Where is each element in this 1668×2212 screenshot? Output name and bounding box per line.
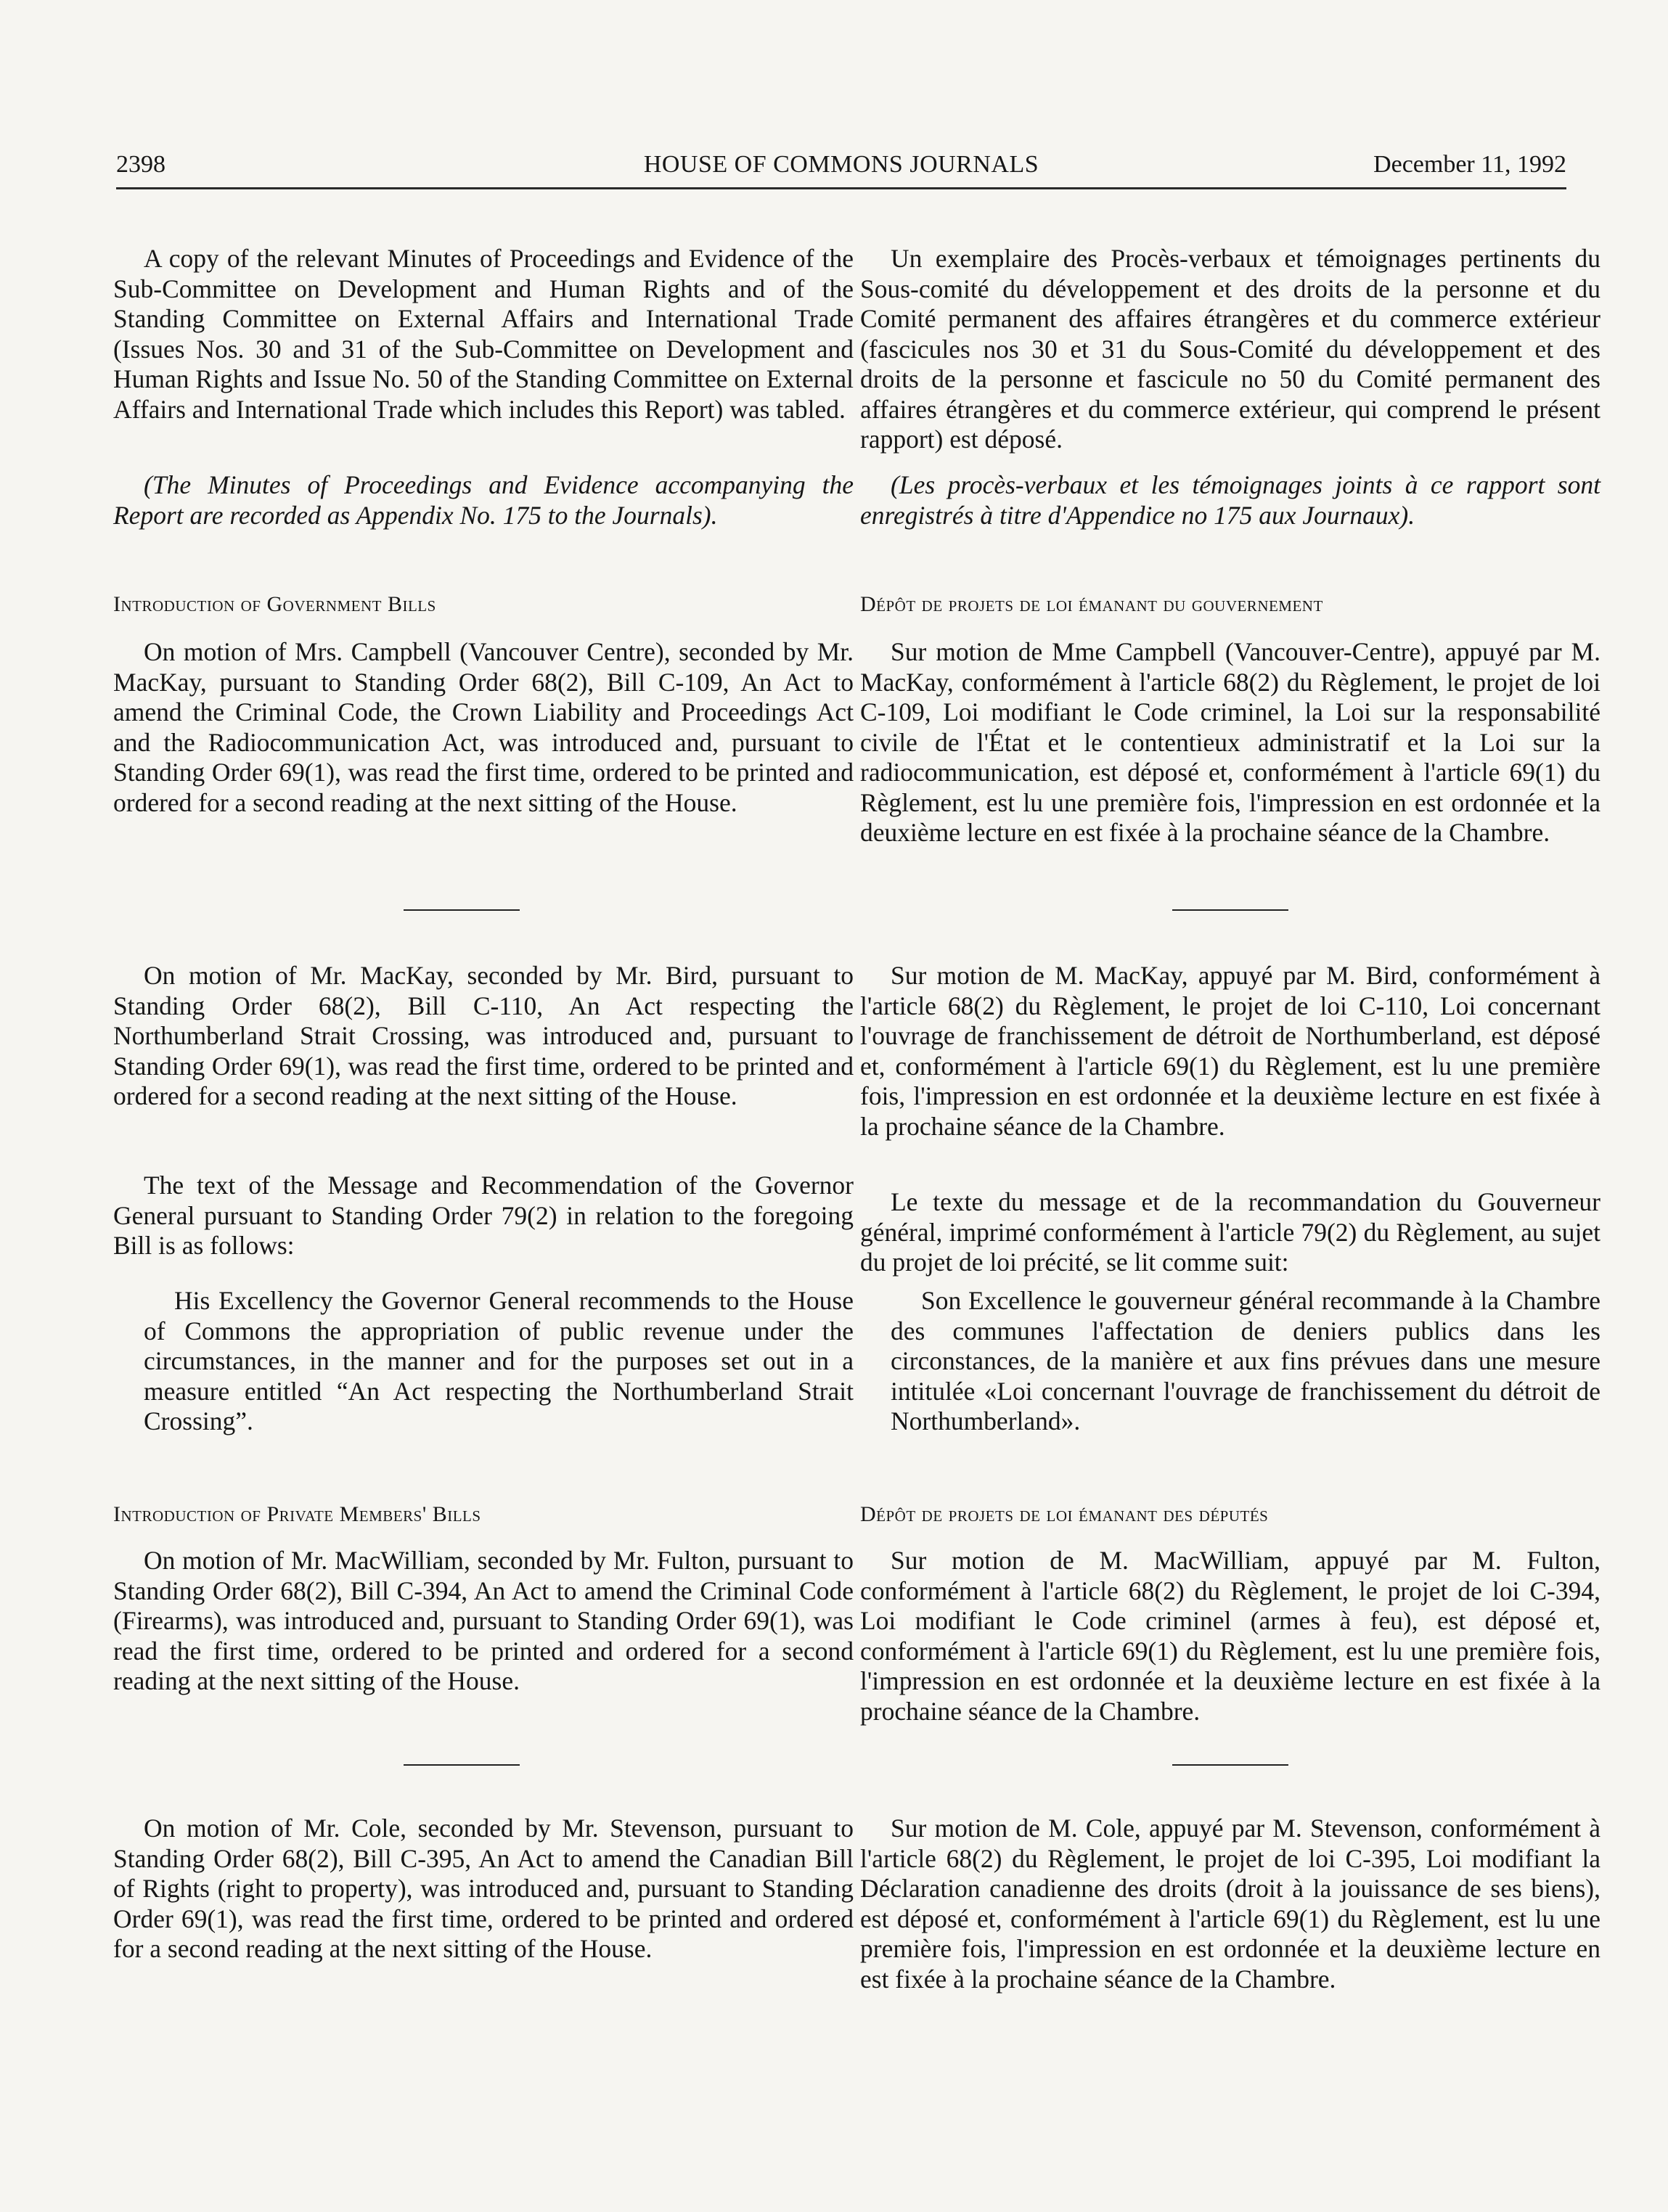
section-divider [404,1764,520,1766]
governor-general-message-fr: Son Excellence le gouverneur général recommande à la Chambre des communes l'affectation de deniers publics dans les circonstances, de la manière et aux fins prévues dans une mesure intitulée «Loi concernant l'ouvrage de franchissement du détroit de Northumberland». [891,1286,1600,1435]
bill-c395-paragraph: On motion of Mr. Cole, seconded by Mr. Stevenson, pursuant to Standing Order 68(2), Bill C-395, An Act to amend the Canadian Bill of Rights (right to property), was introduced and, pursuant to Standing Order 69(1), was read the first time, ordered to be printed and ordered for a second reading at the next sitting of the House. [113,1814,854,1963]
governor-general-message: His Excellency the Governor General recommends to the House of Commons the appropriation of public revenue under the circumstances, in the manner and for the purposes set out in a measure entitled “An Act respecting the Northumberland Strait Crossing”. [144,1286,854,1435]
bill-c394-paragraph-fr: Sur motion de M. MacWilliam, appuyé par M. Fulton, conformément à l'article 68(2) du Règlement, le projet de loi C-394, Loi modifiant le Code criminel (armes à feu), est déposé et, conformément à l'article 69(1) du Règlement, est lu une première fois, l'impression en est ordonnée et la deuxième lecture en est fixée à la prochaine séance de la Chambre. [860,1546,1600,1726]
page-number: 2398 [116,151,165,178]
bill-c110-paragraph-fr: Sur motion de M. MacKay, appuyé par M. Bird, conformément à l'article 68(2) du Règlement, le projet de loi C-110, Loi concernant l'ouvrage de franchissement de détroit de Northumberland, est déposé et, conformément à l'article 69(1) du Règlement, est lu une première fois, l'impression en est ordonnée et la deuxième lecture en est fixée à la prochaine séance de la Chambre. [860,961,1600,1141]
section-divider [1172,1764,1288,1766]
tabled-paragraph-fr: Un exemplaire des Procès-verbaux et témoignages pertinents du Sous-comité du développement et des droits de la personne et du Comité permanent des affaires étrangères et du commerce extérieur (fascicules nos 30 et 31 du Sous-Comité du développement et des droits de la personne et fascicule no 50 du Comité permanent des affaires étrangères et du commerce extérieur, qui comprend le présent rapport) est déposé. [860,244,1600,454]
section-divider [404,909,520,911]
page-header [116,149,1566,189]
message-intro-paragraph-fr: Le texte du message et de la recommandation du Gouverneur général, imprimé conformément à l'article 79(2) du Règlement, au sujet du projet de loi précité, se lit comme suit: [860,1187,1600,1277]
section-divider [1172,909,1288,911]
bill-c109-paragraph-fr: Sur motion de Mme Campbell (Vancouver-Centre), appuyé par M. MacKay, conformément à l'article 68(2) du Règlement, le projet de loi C-109, Loi modifiant le Code criminel, la Loi sur la responsabilité civile de l'État et le contentieux administratif et la Loi sur la radiocommunication, est déposé et, conformément à l'article 69(1) du Règlement, est lu une première fois, l'impression en est ordonnée et la deuxième lecture en est fixée à la prochaine séance de la Chambre. [860,637,1600,847]
section-heading-government-bills-fr: Dépôt de projets de loi émanant du gouvernement [860,592,1323,616]
bill-c395-paragraph-fr: Sur motion de M. Cole, appuyé par M. Stevenson, conformément à l'article 68(2) du Règlement, le projet de loi C-395, Loi modifiant la Déclaration canadienne des droits (droit à la jouissance de ses biens), est déposé et, conformément à l'article 69(1) du Règlement, est lu une première fois, l'impression en est ordonnée et la deuxième lecture en est fixée à la prochaine séance de la Chambre. [860,1814,1600,1994]
tabled-paragraph: A copy of the relevant Minutes of Proceedings and Evidence of the Sub-Committee on Development and Human Rights and of the Standing Committee on External Affairs and International Trade (Issues Nos. 30 and 31 of the Sub-Committee on Development and Human Rights and Issue No. 50 of the Standing Committee on External Affairs and International Trade which includes this Report) was tabled. [113,244,854,424]
bill-c394-paragraph: On motion of Mr. MacWilliam, seconded by Mr. Fulton, pursuant to Standing Order 68(2), Bill C-394, An Act to amend the Criminal Code (Firearms), was introduced and, pursuant to Standing Order 69(1), was read the first time, ordered to be printed and ordered for a second reading at the next sitting of the House. [113,1546,854,1695]
section-heading-private-bills: Introduction of Private Members' Bills [113,1502,481,1526]
message-intro-paragraph: The text of the Message and Recommendation of the Governor General pursuant to Standing Order 79(2) in relation to the foregoing Bill is as follows: [113,1171,854,1260]
appendix-note: (The Minutes of Proceedings and Evidence accompanying the Report are recorded as Appendix No. 175 to the Journals). [113,470,854,530]
section-heading-government-bills: Introduction of Government Bills [113,592,436,616]
bill-c109-paragraph: On motion of Mrs. Campbell (Vancouver Centre), seconded by Mr. MacKay, pursuant to Standing Order 68(2), Bill C-109, An Act to amend the Criminal Code, the Crown Liability and Proceedings Act and the Radiocommunication Act, was introduced and, pursuant to Standing Order 69(1), was read the first time, ordered to be printed and ordered for a second reading at the next sitting of the House. [113,637,854,817]
bill-c110-paragraph: On motion of Mr. MacKay, seconded by Mr. Bird, pursuant to Standing Order 68(2), Bill C-110, An Act respecting the Northumberland Strait Crossing, was introduced and, pursuant to Standing Order 69(1), was read the first time, ordered to be printed and ordered for a second reading at the next sitting of the House. [113,961,854,1110]
section-heading-private-bills-fr: Dépôt de projets de loi émanant des députés [860,1502,1269,1526]
journal-date: December 11, 1992 [1373,151,1566,178]
appendix-note-fr: (Les procès-verbaux et les témoignages joints à ce rapport sont enregistrés à titre d'Appendice no 175 aux Journaux). [860,470,1600,530]
journal-title: HOUSE OF COMMONS JOURNALS [643,151,1039,178]
